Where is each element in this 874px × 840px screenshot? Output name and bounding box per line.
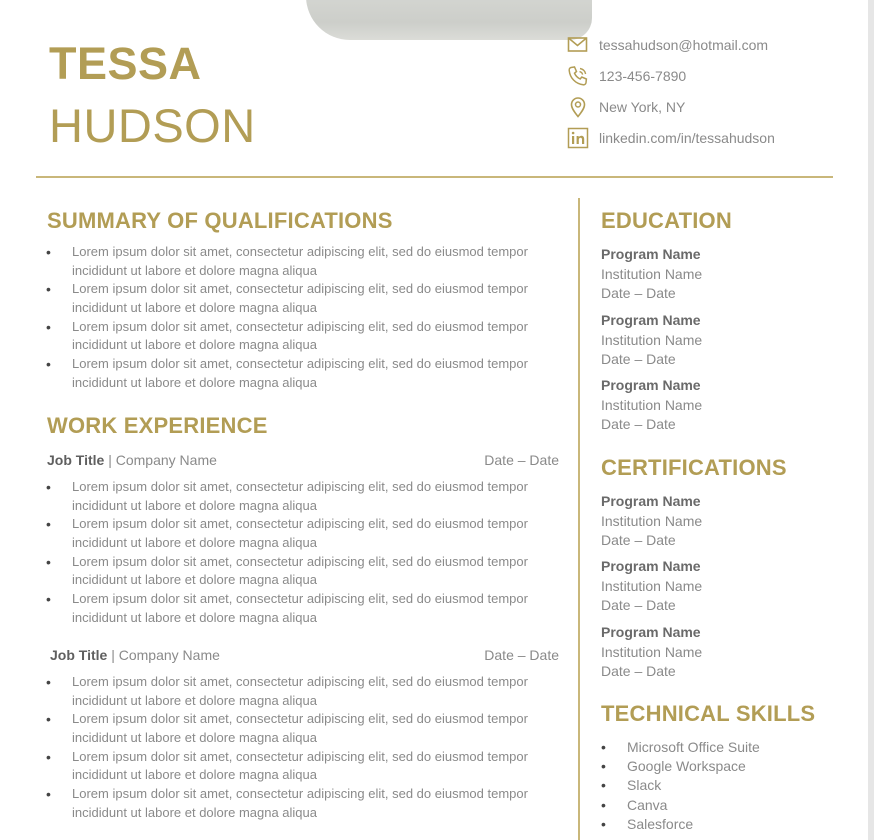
contact-location-text: New York, NY — [599, 99, 686, 115]
list-item: • Lorem ipsum dolor sit amet, consectetur adipiscing elit, sed do eiusmod tempor incididunt ut labore et dolore magna aliqua — [46, 515, 558, 552]
education-entry — [601, 376, 702, 435]
list-item: • Salesforce — [601, 815, 760, 834]
contact-location — [566, 95, 685, 119]
education-entry — [601, 245, 702, 304]
linkedin-icon — [566, 126, 590, 150]
job-bullets — [46, 673, 558, 822]
job-title: Job Title — [50, 647, 108, 663]
program-name: Program Name — [601, 624, 701, 640]
entry-date: Date – Date — [601, 663, 676, 679]
company-name: Company Name — [115, 452, 217, 468]
job-bullets — [46, 478, 558, 627]
certification-entry — [601, 557, 702, 616]
institution-name: Institution Name — [601, 265, 703, 282]
entry-date: Date – Date — [601, 351, 676, 367]
list-item: • Lorem ipsum dolor sit amet, consectetur adipiscing elit, sed do eiusmod tempor incididunt ut labore et dolore magna aliqua — [46, 785, 558, 822]
list-item: • Lorem ipsum dolor sit amet, consectetur adipiscing elit, sed do eiusmod tempor incididunt ut labore et dolore magna aliqua — [46, 280, 558, 317]
job-title: Job Title — [47, 452, 105, 468]
contact-email[interactable] — [566, 33, 768, 57]
entry-date: Date – Date — [601, 285, 676, 301]
skills-list — [601, 738, 760, 834]
program-name: Program Name — [601, 558, 701, 574]
column-divider — [578, 198, 580, 840]
page-edge — [868, 0, 874, 840]
job-separator: | — [111, 647, 115, 663]
list-item: • Lorem ipsum dolor sit amet, consectetur adipiscing elit, sed do eiusmod tempor incididunt ut labore et dolore magna aliqua — [46, 673, 558, 710]
header-divider — [36, 176, 833, 178]
institution-name: Institution Name — [601, 396, 703, 413]
work-experience-heading: WORK EXPERIENCE — [47, 413, 268, 438]
list-item: • Lorem ipsum dolor sit amet, consectetur adipiscing elit, sed do eiusmod tempor incididunt ut labore et dolore magna aliqua — [46, 243, 558, 280]
first-name: TESSA — [49, 38, 202, 89]
institution-name: Institution Name — [601, 331, 703, 348]
list-item: • Lorem ipsum dolor sit amet, consectetur adipiscing elit, sed do eiusmod tempor incididunt ut labore et dolore magna aliqua — [46, 355, 558, 392]
list-item: • Lorem ipsum dolor sit amet, consectetur adipiscing elit, sed do eiusmod tempor incididunt ut labore et dolore magna aliqua — [46, 318, 558, 355]
job-separator: | — [108, 452, 112, 468]
list-item: • Canva — [601, 796, 760, 815]
list-item: • Lorem ipsum dolor sit amet, consectetur adipiscing elit, sed do eiusmod tempor incididunt ut labore et dolore magna aliqua — [46, 590, 558, 627]
program-name: Program Name — [601, 246, 701, 262]
entry-date: Date – Date — [601, 416, 676, 432]
institution-name: Institution Name — [601, 643, 703, 660]
list-item: • Lorem ipsum dolor sit amet, consectetur adipiscing elit, sed do eiusmod tempor incididunt ut labore et dolore magna aliqua — [46, 478, 558, 515]
contact-linkedin[interactable] — [566, 126, 775, 150]
list-item: • Slack — [601, 776, 760, 795]
list-item: • Google Workspace — [601, 757, 760, 776]
certifications-heading: CERTIFICATIONS — [601, 455, 787, 480]
email-icon — [566, 33, 590, 57]
list-item: • Lorem ipsum dolor sit amet, consectetur adipiscing elit, sed do eiusmod tempor incididunt ut labore et dolore magna aliqua — [46, 710, 558, 747]
company-name: Company Name — [118, 647, 220, 663]
job-header — [50, 647, 220, 663]
program-name: Program Name — [601, 493, 701, 509]
program-name: Program Name — [601, 377, 701, 393]
institution-name: Institution Name — [601, 577, 703, 594]
last-name: HUDSON — [49, 99, 256, 152]
contact-phone-text: 123-456-7890 — [599, 68, 687, 84]
summary-list — [46, 243, 558, 392]
job-date: Date – Date — [484, 452, 559, 468]
list-item: • Microsoft Office Suite — [601, 738, 760, 757]
technical-skills-heading: TECHNICAL SKILLS — [601, 701, 816, 726]
certification-entry — [601, 492, 702, 551]
contact-phone[interactable] — [566, 64, 686, 88]
summary-heading: SUMMARY OF QUALIFICATIONS — [47, 208, 393, 233]
education-heading: EDUCATION — [601, 208, 732, 233]
entry-date: Date – Date — [601, 532, 676, 548]
entry-date: Date – Date — [601, 597, 676, 613]
contact-email-text: tessahudson@hotmail.com — [599, 37, 769, 53]
contact-linkedin-text: linkedin.com/in/tessahudson — [599, 130, 775, 146]
decorative-paint-swatch — [306, 0, 592, 40]
location-pin-icon — [566, 95, 590, 119]
list-item: • Lorem ipsum dolor sit amet, consectetur adipiscing elit, sed do eiusmod tempor incididunt ut labore et dolore magna aliqua — [46, 748, 558, 785]
job-header — [47, 452, 217, 468]
program-name: Program Name — [601, 312, 701, 328]
job-date: Date – Date — [484, 647, 559, 663]
certification-entry — [601, 623, 702, 682]
list-item: • Lorem ipsum dolor sit amet, consectetur adipiscing elit, sed do eiusmod tempor incididunt ut labore et dolore magna aliqua — [46, 553, 558, 590]
phone-icon — [566, 64, 590, 88]
education-entry — [601, 311, 702, 370]
institution-name: Institution Name — [601, 512, 703, 529]
